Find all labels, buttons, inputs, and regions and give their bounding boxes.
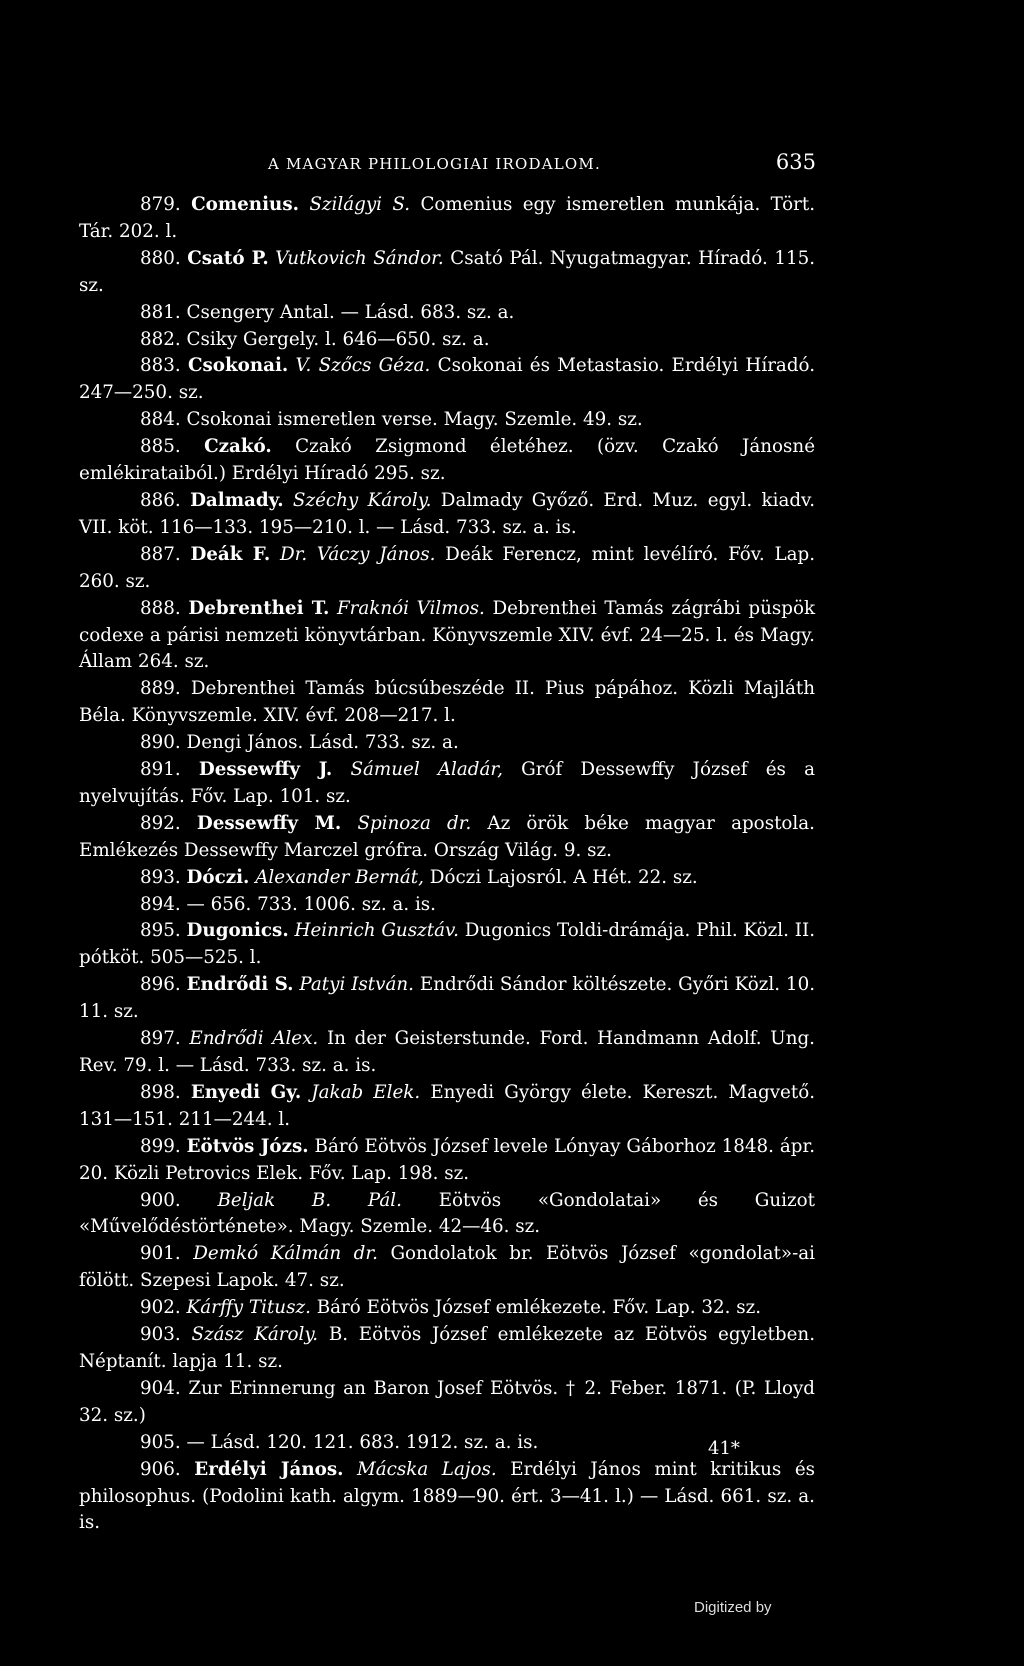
bibliography-entry	[79, 865, 815, 892]
entry-text: Comenius egy ismeretlen munkája. Tört. Tár. 202. l.	[79, 194, 816, 242]
entry-author: Szász Károly.	[191, 1324, 319, 1346]
entry-subject: Erdélyi János.	[194, 1458, 344, 1480]
entry-number: 886.	[140, 489, 181, 511]
entry-text: Gondolatok br. Eötvös József «gondolat»-ai fölött. Szepesi Lapok. 47. sz.	[79, 1243, 816, 1292]
entry-subject: Comenius.	[191, 194, 299, 215]
entry-number: 905.	[140, 1431, 181, 1453]
entry-text: Erdélyi János mint kritikus és philosophus. (Podolini kath. algym. 1889—90. ért. 3—41. l.) — Lásd. 661. sz. a. is.	[79, 1458, 816, 1534]
entry-text: Csokonai ismeretlen verse. Magy. Szemle. 49. sz.	[186, 409, 643, 431]
entry-author: Jakab Elek.	[311, 1081, 421, 1103]
entry-subject: Deák F.	[190, 543, 271, 565]
entry-number: 890.	[140, 732, 181, 754]
entry-number: 897.	[140, 1028, 181, 1050]
bibliography-entry	[79, 676, 815, 730]
bibliography-entry	[79, 1134, 815, 1188]
bibliography-entry	[79, 596, 815, 677]
entry-author: Patyi István.	[299, 974, 414, 996]
entry-text: Eötvös «Gondolatai» és Guizot «Művelődéstörténete». Magy. Szemle. 42—46. sz.	[79, 1189, 816, 1238]
entry-text: In der Geisterstunde. Ford. Handmann Adolf. Ung. Rev. 79. l. — Lásd. 733. sz. a. is.	[79, 1028, 815, 1076]
entry-number: 899.	[140, 1135, 181, 1157]
entry-author: Demkó Kálmán dr.	[193, 1243, 378, 1265]
bibliography-entry	[79, 811, 815, 865]
entry-subject: Debrenthei T.	[188, 597, 330, 619]
bibliography-entry	[79, 730, 815, 757]
entry-number: 902.	[140, 1297, 181, 1319]
entry-number: 891.	[140, 759, 181, 781]
entry-text: Dalmady Győző. Erd. Muz. egyl. kiadv. VII. köt. 116—133. 195—210. l. — Lásd. 733. sz. a. is.	[79, 489, 816, 538]
entry-text: — Lásd. 120. 121. 683. 1912. sz. a. is.	[186, 1431, 539, 1453]
entry-text: Dóczi Lajosról. A Hét. 22. sz.	[429, 866, 698, 888]
entry-text: Endrődi Sándor költészete. Győri Közl. 10. 11. sz.	[79, 974, 816, 1023]
bibliography-entry	[79, 192, 815, 246]
entry-text: B. Eötvös József emlékezete az Eötvös egyletben. Néptanít. lapja 11. sz.	[79, 1324, 816, 1372]
entry-author: Vutkovich Sándor.	[275, 247, 444, 269]
entry-author: Mácska Lajos.	[357, 1458, 497, 1480]
running-header	[268, 150, 816, 174]
bibliography-entry	[79, 1430, 815, 1457]
entry-number: 896.	[140, 974, 181, 996]
bibliography-entry	[79, 1322, 815, 1376]
entry-author: Sámuel Aladár,	[350, 759, 503, 781]
entry-subject: Csató P.	[187, 247, 269, 269]
entry-author: Dr. Váczy János.	[279, 543, 436, 565]
entry-subject: Dalmady.	[190, 489, 284, 511]
bibliography-entry	[79, 1241, 815, 1295]
bibliography-entry	[79, 327, 815, 354]
bibliography-entry	[79, 972, 815, 1026]
bibliography-entry	[79, 918, 815, 972]
entry-author: Spinoza dr.	[357, 812, 472, 834]
entry-text: Enyedi György élete. Kereszt. Magvető. 131—151. 211—244. l.	[79, 1081, 816, 1130]
entry-subject: Dóczi.	[186, 866, 250, 888]
entry-number: 895.	[140, 920, 181, 942]
entry-subject: Czakó.	[204, 436, 272, 458]
entry-subject: Enyedi Gy.	[190, 1081, 302, 1103]
entry-number: 887.	[140, 543, 181, 565]
bibliography-entry	[79, 542, 815, 596]
entry-number: 880.	[140, 247, 181, 269]
entry-text: — 656. 733. 1006. sz. a. is.	[186, 893, 436, 915]
entry-text: Dengi János. Lásd. 733. sz. a.	[186, 732, 459, 754]
bibliography-entry	[79, 1376, 815, 1430]
entry-text: Báró Eötvös József emlékezete. Főv. Lap. 32. sz.	[316, 1297, 762, 1319]
entry-number: 906.	[140, 1458, 181, 1480]
entry-number: 900.	[140, 1189, 181, 1211]
bibliography-entry	[79, 407, 815, 434]
entry-number: 892.	[140, 812, 181, 834]
entry-text: Debrenthei Tamás zágrábi püspök codexe a párisi nemzeti könyvtárban. Könyvszemle XIV. évf. 24—25. l. és Magy. Állam 264. sz.	[79, 597, 816, 673]
entry-subject: Dessewffy J.	[198, 759, 333, 781]
digitized-by-label: Digitized by	[694, 1599, 772, 1616]
entry-author: Fraknói Vilmos.	[336, 597, 485, 619]
entry-number: 883.	[140, 355, 181, 377]
entry-author: Széchy Károly.	[292, 489, 432, 511]
bibliography-entry	[79, 1188, 815, 1242]
entry-number: 879.	[140, 194, 181, 215]
entry-subject: Dugonics.	[186, 920, 289, 942]
entry-number: 884.	[140, 409, 181, 431]
bibliography-entry	[79, 892, 815, 919]
bibliography-entry	[79, 1295, 815, 1322]
entry-number: 888.	[140, 597, 181, 619]
entry-author: Szilágyi S.	[309, 194, 411, 215]
entry-author: Alexander Bernát,	[255, 866, 424, 888]
entry-author: Kárffy Titusz.	[186, 1297, 311, 1319]
bibliography-entry	[79, 1457, 815, 1538]
bibliography-entry	[79, 300, 815, 327]
entry-author: Heinrich Gusztáv.	[294, 920, 459, 942]
bibliography-entry	[79, 488, 815, 542]
entry-text: Deák Ferencz, mint levélíró. Főv. Lap. 260. sz.	[79, 543, 816, 592]
entry-subject: Dessewffy M.	[196, 812, 342, 834]
bibliography-entry	[79, 757, 815, 811]
entry-author: Beljak B. Pál.	[217, 1189, 402, 1211]
entry-text: Dugonics Toldi-drámája. Phil. Közl. II. pótköt. 505—525. l.	[79, 920, 816, 969]
bibliography-list	[79, 192, 815, 1537]
entry-text: Czakó Zsigmond életéhez. (özv. Czakó Jánosné emlékirataiból.) Erdélyi Híradó 295. sz.	[79, 436, 816, 485]
running-title: A MAGYAR PHILOLOGIAI IRODALOM.	[268, 155, 601, 173]
entry-number: 882.	[140, 328, 181, 350]
entry-author: Endrődi Alex.	[189, 1028, 319, 1050]
signature-mark: 41*	[708, 1438, 740, 1459]
entry-text: Csiky Gergely. l. 646—650. sz. a.	[186, 328, 490, 350]
entry-number: 894.	[140, 893, 181, 915]
bibliography-entry	[79, 434, 815, 488]
entry-number: 903.	[140, 1324, 181, 1346]
entry-text: Az örök béke magyar apostola. Emlékezés Dessewffy Marczel grófra. Ország Világ. 9. sz.	[79, 812, 815, 861]
entry-text: Báró Eötvös József levele Lónyay Gáborhoz 1848. ápr. 20. Közli Petrovics Elek. Főv. Lap. 198. sz.	[79, 1135, 816, 1184]
bibliography-entry	[79, 1080, 815, 1134]
entry-number: 904.	[140, 1377, 181, 1399]
entry-subject: Endrődi S.	[186, 974, 294, 996]
entry-subject: Eötvös Józs.	[186, 1135, 309, 1157]
entry-text: Gróf Dessewffy József és a nyelvujítás. Főv. Lap. 101. sz.	[79, 759, 816, 807]
entry-subject: Csokonai.	[187, 355, 289, 377]
entry-text: Csokonai és Metastasio. Erdélyi Híradó. 247—250. sz.	[79, 355, 816, 404]
bibliography-entry	[79, 353, 815, 407]
entry-text: Csengery Antal. — Lásd. 683. sz. a.	[186, 301, 515, 323]
bibliography-entry	[79, 1026, 815, 1080]
entry-number: 898.	[140, 1081, 181, 1103]
entry-number: 881.	[140, 301, 181, 323]
entry-author: V. Szőcs Géza.	[295, 355, 431, 377]
entry-number: 901.	[140, 1243, 181, 1265]
entry-text: Csató Pál. Nyugatmagyar. Híradó. 115. sz.	[79, 247, 816, 296]
entry-number: 889.	[140, 678, 181, 700]
entry-text: Debrenthei Tamás búcsúbeszéde II. Pius pápához. Közli Majláth Béla. Könyvszemle. XIV. évf. 208—217. l.	[79, 678, 816, 727]
entry-number: 885.	[140, 436, 181, 458]
entry-text: Zur Erinnerung an Baron Josef Eötvös. † 2. Feber. 1871. (P. Lloyd 32. sz.)	[79, 1377, 815, 1426]
entry-number: 893.	[140, 866, 181, 888]
page-number: 635	[775, 150, 816, 174]
bibliography-entry	[79, 246, 815, 300]
